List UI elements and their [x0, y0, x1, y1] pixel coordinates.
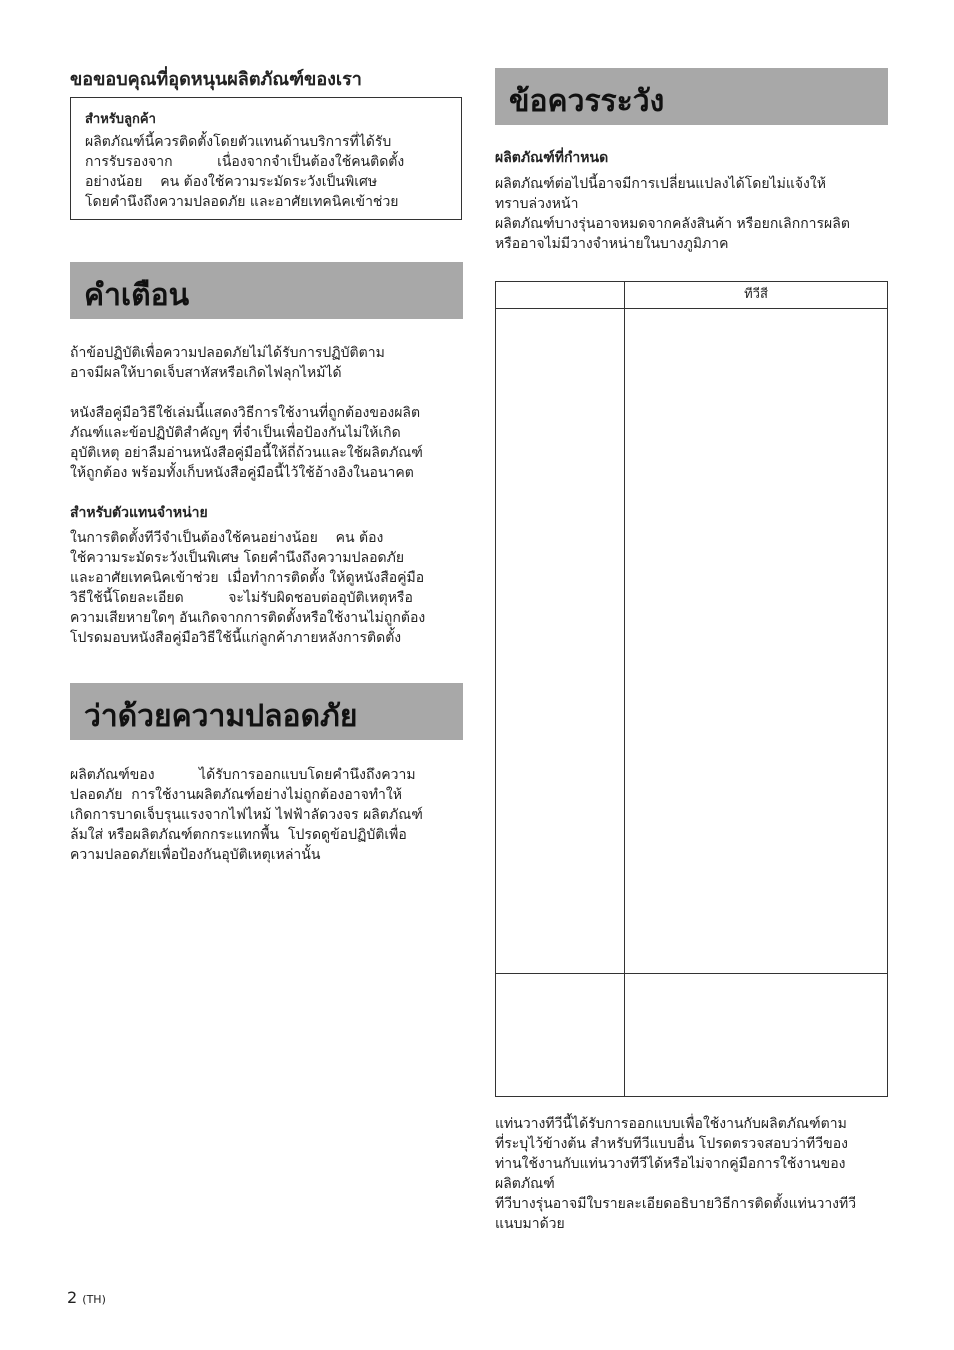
page-number-value: 2: [67, 1288, 78, 1307]
table-header-divider: [496, 308, 887, 309]
warning-title: คำเตือน: [84, 278, 190, 313]
dealer-body: ในการติดตั้งทีวีจำเป็นต้องใช้คนอย่างน้อย คน ต้อง ใช้ความระมัดระวังเป็นพิเศษ โดยคำนึงถึงความปลอดภัย และอาศัยเทคนิคเข้าช่วย เมื่อทำการติดตั้ง ให้ดูหนังสือคู่มือ วิธีใช้นี้โดยละเอียด จะไม่รับผิดชอบต่ออุบัติเหตุหรือ ความเสียหายใดๆ อันเกิดจากการติดตั้งหรือใช้งานไม่ถูกต้อง โปรดมอบหนังสือคู่มือวิธีใช้นี้แก่ลูกค้าภายหลังการติดตั้ง: [70, 530, 426, 646]
warning-paragraph-2: หนังสือคู่มือวิธีใช้เล่มนี้แสดงวิธีการใช้งานที่ถูกต้องของผลิต ภัณฑ์และข้อปฏิบัติสำคัญๆ ที่จำเป็นเพื่อป้องกันไม่ให้เกิด อุบัติเหตุ อย่าลืมอ่านหนังสือคู่มือนี้ให้ถี่ถ้วนและใช้ผลิตภัณฑ์ ให้ถูกต้อง พร้อมทั้งเก็บหนังสือคู่มือนี้ไว้ใช้อ้างอิงในอนาคต: [70, 405, 423, 481]
customer-notice-body: ผลิตภัณฑ์นี้ควรติดตั้งโดยตัวแทนด้านบริการที่ได้รับ การรับรองจาก เนื่องจากจำเป็นต้องใช้คนติดตั้ง อย่างน้อย คน ต้องใช้ความระมัดระวังเป็นพิเศษ โดยคำนึงถึงความปลอดภัย และอาศัยเทคนิคเข้าช่วย: [85, 134, 405, 210]
customer-notice-box: [70, 97, 462, 220]
page-number: [67, 1288, 106, 1307]
product-table: [495, 281, 888, 1097]
table-row-divider: [496, 973, 887, 974]
warning-section-header: [70, 262, 463, 319]
page-language-suffix: (TH): [82, 1293, 106, 1306]
table-column-header-tv: ทีวีสี: [744, 287, 768, 302]
precautions-title: ข้อควรระวัง: [509, 84, 665, 119]
designated-products-heading: ผลิตภัณฑ์ที่กำหนด: [495, 150, 609, 166]
warning-paragraph-1: ถ้าข้อปฏิบัติเพื่อความปลอดภัยไม่ได้รับการปฏิบัติตาม อาจมีผลให้บาดเจ็บสาหัสหรือเกิดไฟลุกไหม้ได้: [70, 345, 385, 381]
safety-title: ว่าด้วยความปลอดภัย: [84, 699, 358, 734]
customer-notice-heading: สำหรับลูกค้า: [85, 112, 156, 127]
safety-section-header: [70, 683, 463, 740]
safety-body: ผลิตภัณฑ์ของ ได้รับการออกแบบโดยคำนึงถึงความ ปลอดภัย การใช้งานผลิตภัณฑ์อย่างไม่ถูกต้องอาจทำให้ เกิดการบาดเจ็บรุนแรงจากไฟไหม้ ไฟฟ้าลัดวงจร ผลิตภัณฑ์ ล้มใส่ หรือผลิตภัณฑ์ตกกระแทกพื้น โปรดดูข้อปฏิบัติเพื่อ ความปลอดภัยเพื่อป้องกันอุบัติเหตุเหล่านั้น: [70, 767, 423, 863]
precautions-section-header: [495, 68, 888, 125]
stand-note-paragraph-1: แท่นวางทีวีนี้ได้รับการออกแบบเพื่อใช้งานกับผลิตภัณฑ์ตาม ที่ระบุไว้ข้างต้น สำหรับทีวีแบบอื่น โปรดตรวจสอบว่าทีวีของ ท่านใช้งานกับแท่นวางทีวีได้หรือไม่จากคู่มือการใช้งานของ ผลิตภัณฑ์: [495, 1116, 848, 1192]
designated-products-body: ผลิตภัณฑ์ต่อไปนี้อาจมีการเปลี่ยนแปลงได้โดยไม่แจ้งให้ ทราบล่วงหน้า ผลิตภัณฑ์บางรุ่นอาจหมดจากคลังสินค้า หรือยกเลิกการผลิต หรืออาจไม่มีวางจำหน่ายในบางภูมิภาค: [495, 176, 850, 252]
stand-note-paragraph-2: ทีวีบางรุ่นอาจมีใบรายละเอียดอธิบายวิธีการติดตั้งแท่นวางทีวี แนบมาด้วย: [495, 1196, 857, 1232]
thanks-title: ขอขอบคุณที่อุดหนุนผลิตภัณฑ์ของเรา: [70, 69, 362, 90]
dealer-heading: สำหรับตัวแทนจำหน่าย: [70, 505, 208, 521]
